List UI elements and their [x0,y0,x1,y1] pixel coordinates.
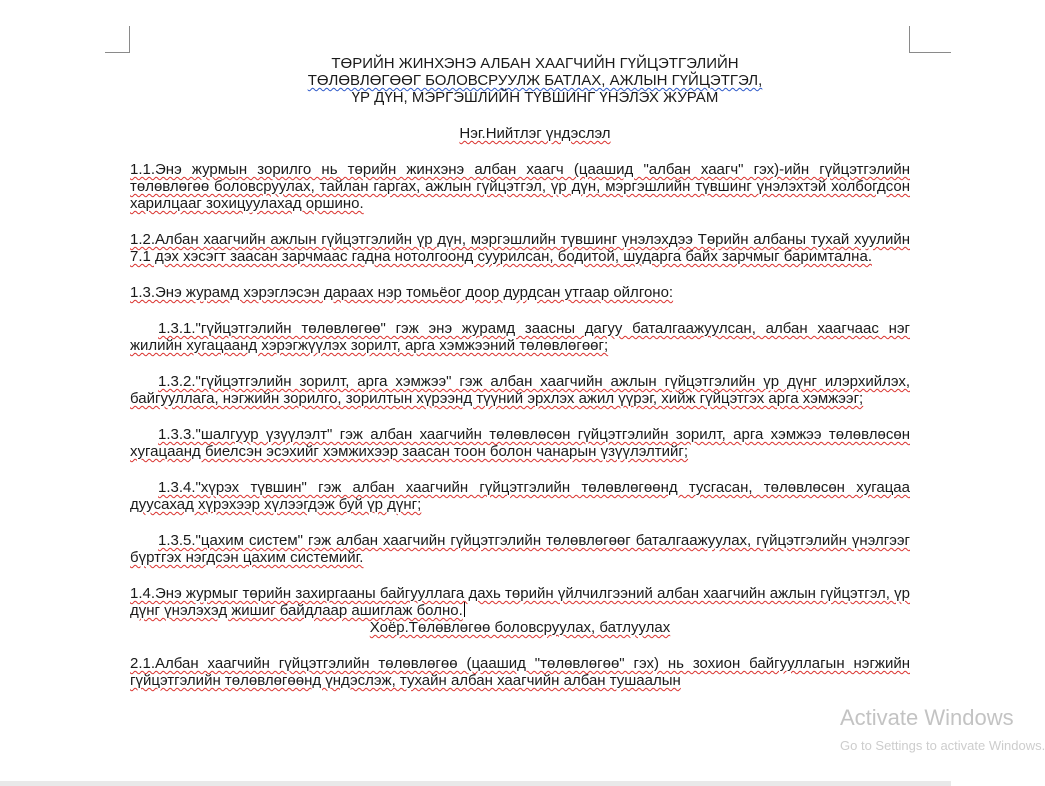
paragraph-1-1[interactable]: 1.1.Энэ журмын зорилго нь төрийн жинхэнэ албан хаагч (цаашид "албан хаагч" гэх)-ийн гүйцэтгэлийн төлөвлөгөө боловсруулах, тайлан гаргах, ажлын гүйцэтгэл, үр дүн, мэргэшлийн түвшинг үнэлэхтэй холбогдсон харилцааг зохицуулахад оршино. [130,161,910,212]
title-line-1[interactable]: ТӨРИЙН ЖИНХЭНЭ АЛБАН ХААГЧИЙН ГҮЙЦЭТГЭЛИЙН [331,55,739,72]
activate-windows-subtitle: Go to Settings to activate Windows. [840,738,1045,753]
document-body[interactable] [130,55,910,689]
paragraph-1-3-4[interactable]: 1.3.4."хүрэх түвшин" гэж албан хаагчийн гүйцэтгэлийн төлөвлөгөөнд тусгасан, төлөвлөсөн хугацаа дуусахад хүрэхээр хүлээгдэж буй үр дүнг; [130,479,910,513]
text-cursor [464,602,465,617]
paragraph-1-2[interactable]: 1.2.Албан хаагчийн ажлын гүйцэтгэлийн үр дүн, мэргэшлийн түвшинг үнэлэхдээ Төрийн албаны тухай хуулийн 7.1 дэх хэсэгт заасан зарчмаас гадна нотолгоонд суурилсан, бодитой, шударга байх зарчмыг баримтална. [130,231,910,265]
paragraph-1-3-5[interactable]: 1.3.5."цахим систем" гэж албан хаагчийн гүйцэтгэлийн төлөвлөгөөг баталгаажуулах, гүйцэтгэлийн үнэлгээг бүртгэх нэгдсэн цахим системийг. [130,532,910,566]
paragraph-1-3-2[interactable]: 1.3.2."гүйцэтгэлийн зорилт, арга хэмжээ" гэж албан хаагчийн ажлын гүйцэтгэлийн үр дүнг илэрхийлэх, байгууллага, нэгжийн зорилго, зорилтын хүрээнд түүний эрхлэх ажил үүрэг, хийж гүйцэтгэх арга хэмжээг; [130,373,910,407]
section-2-heading[interactable]: Хоёр.Төлөвлөгөө боловсруулах, батлуулах [369,619,671,636]
activate-windows-watermark: Activate Windows [840,705,1014,730]
document-title[interactable] [130,55,910,106]
paragraph-1-3-1[interactable]: 1.3.1."гүйцэтгэлийн төлөвлөгөө" гэж энэ журамд заасны дагуу баталгаажуулсан, албан хаагчаас нэг жилийн хугацаанд хэрэгжүүлэх зорилт, арга хэмжээний төлөвлөгөөг; [130,320,910,354]
title-line-2[interactable]: ТӨЛӨВЛӨГӨӨГ БОЛОВСРУУЛЖ БАТЛАХ, АЖЛЫН ГҮЙЦЭТГЭЛ, [307,72,763,89]
crop-mark-top-right-vertical [909,26,910,53]
title-line-3[interactable]: ҮР ДҮН, МЭРГЭШЛИЙН ТҮВШИНГ ҮНЭЛЭХ ЖУРАМ [351,89,719,106]
crop-mark-top-left-vertical [129,26,130,53]
paragraph-1-3-3[interactable]: 1.3.3."шалгуур үзүүлэлт" гэж албан хаагчийн төлөвлөсөн гүйцэтгэлийн зорилт, арга хэмжээ төлөвлөсөн хугацаанд биелсэн эсэхийг хэмжихээр заасан тоон болон чанарын үзүүлэлтийг; [130,426,910,460]
paragraph-1-4[interactable]: 1.4.Энэ журмыг төрийн захиргааны байгууллага дахь төрийн үйлчилгээний албан хаагчийн ажлын гүйцэтгэл, үр дүнг үнэлэхэд жишиг байдлаар ашиглаж болно. [130,585,910,619]
section-1-heading[interactable]: Нэг.Нийтлэг үндэслэл [459,125,611,142]
paragraph-1-3[interactable]: 1.3.Энэ журамд хэрэглэсэн дараах нэр томьёог доор дурдсан утгаар ойлгоно: [130,284,674,301]
crop-mark-top-right [909,52,951,53]
window-bottom-edge [0,781,951,786]
paragraph-2-1[interactable]: 2.1.Албан хаагчийн гүйцэтгэлийн төлөвлөгөө (цаашид "төлөвлөгөө" гэх) нь зохион байгууллагын нэгжийн гүйцэтгэлийн төлөвлөгөөнд үндэслэж, тухайн албан хаагчийн албан тушаалын [130,655,910,689]
crop-mark-top-left [105,52,129,53]
